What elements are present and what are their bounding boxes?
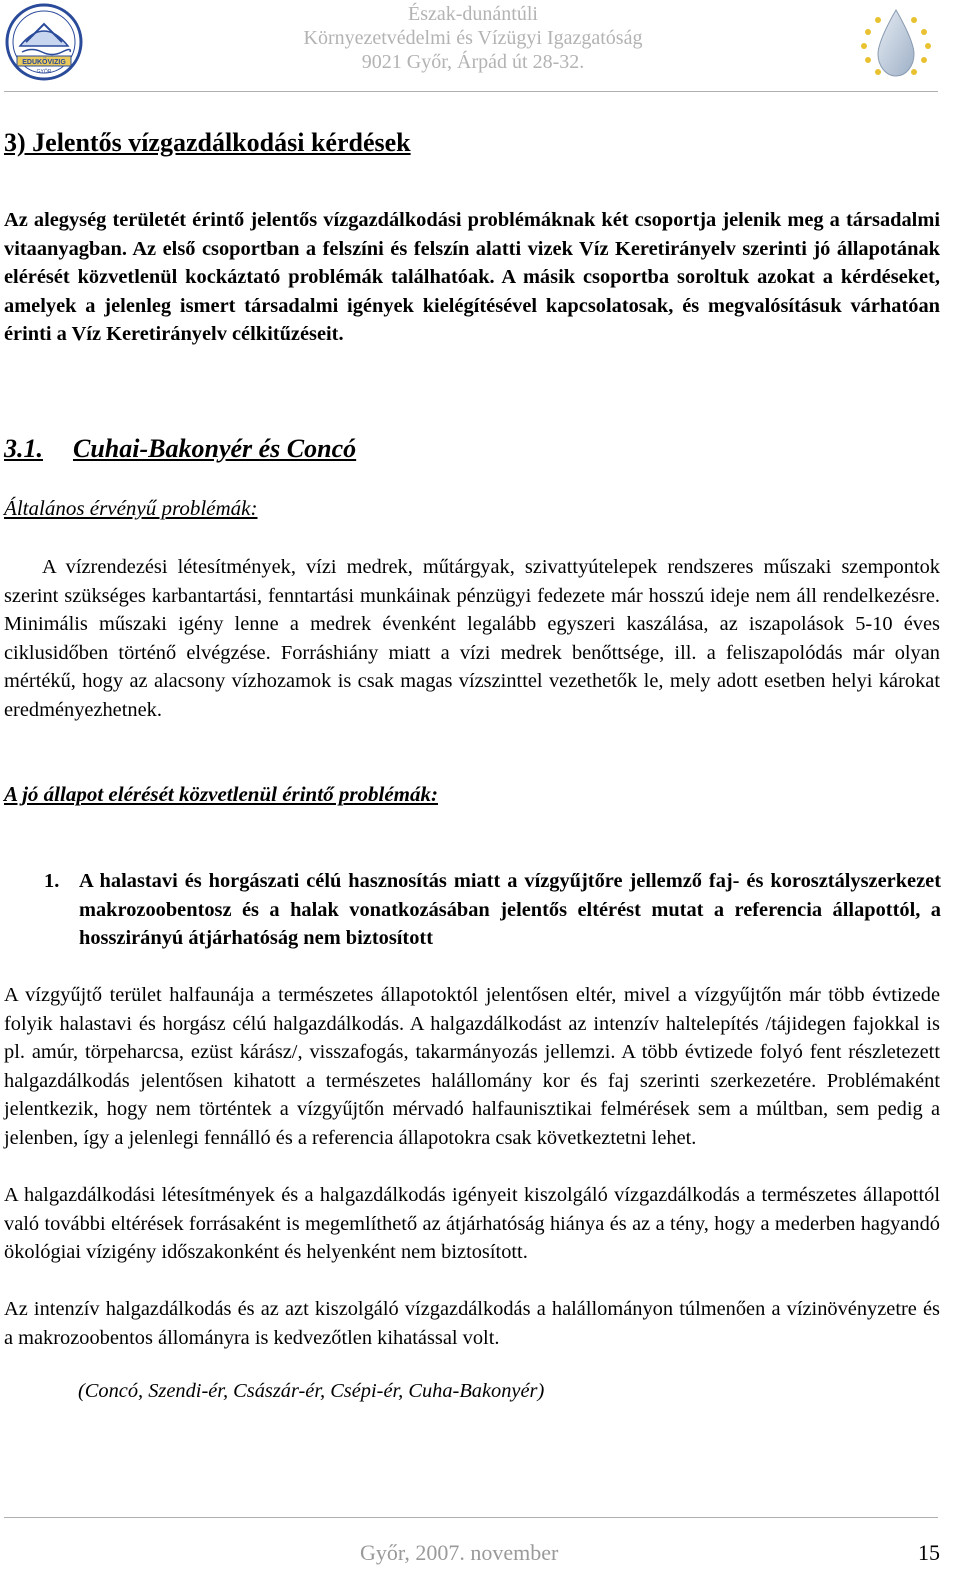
header-line-1: Észak-dunántúli: [408, 3, 538, 25]
list-item-number: 1.: [44, 870, 60, 892]
logo-subtext: GYŐR: [36, 69, 52, 75]
edukovizig-logo: [4, 2, 84, 82]
water-bodies-list: (Concó, Szendi-ér, Császár-ér, Csépi-ér, Cuha-Bakonyér): [78, 1380, 545, 1402]
logo-text: EDUKÖVIZIG: [22, 59, 66, 66]
page-header: [0, 0, 960, 95]
header-line-3: 9021 Győr, Árpád út 28-32.: [361, 51, 585, 73]
section-title: 3) Jelentős vízgazdálkodási kérdések: [4, 128, 411, 157]
water-drop-eu-stars-logo: [852, 6, 938, 82]
footer-place-date: Győr, 2007. november: [360, 1540, 559, 1565]
subsection-title: Cuhai-Bakonyér és Concó: [73, 434, 357, 463]
direct-problems-heading: A jó állapot elérését közvetlenül érintő problémák:: [4, 782, 438, 806]
header-address: [200, 2, 746, 74]
subsection-heading: [4, 434, 356, 464]
general-problems-paragraph: A vízrendezési létesítmények, vízi medrek, műtárgyak, szivattyútelepek rendszeres műszaki szempontok szerint szükséges karbantartási, fenntartási munkáinak pénzügyi fedezete már hosszú ideje nem áll rendelkezésre. Minimális műszaki igény lenne a medrek évenként legalább egyszeri kaszálása, az iszapolások 5-10 éves ciklusidőben történő elvégzése. Forráshiány miatt a vízi medrek benőttsége, ill. a feliszapolódás már olyan mértékű, hogy az alacsony vízhozamok is csak magas vízszinttel vezethetők le, mely adott esetben helyi károkat eredményezhetnek.: [4, 556, 940, 721]
general-problems-heading: Általános érvényű problémák:: [4, 496, 258, 520]
header-line-2: Környezetvédelmi és Vízügyi Igazgatóság: [303, 27, 643, 49]
page-number: 15: [918, 1540, 940, 1565]
list-item-text: A halastavi és horgászati célú hasznosítás miatt a vízgyűjtőre jellemző faj- és korosztályszerkezet makrozoobentosz és a halak vonatkozásában jelentős eltérést mutat a referencia állapottól, a hosszirányú átjárhatóság nem biztosított: [79, 870, 941, 950]
footer-divider: [4, 1517, 938, 1518]
header-divider: [4, 91, 938, 92]
body-paragraph: Az intenzív halgazdálkodás és az azt kiszolgáló vízgazdálkodás a halállományon túlmenően a vízinövényzetre és a makrozoobentos állományra is kedvezőtlen kihatással volt.: [4, 1298, 940, 1349]
subsection-number: 3.1.: [4, 434, 43, 463]
intro-paragraph: Az alegység területét érintő jelentős vízgazdálkodási problémáknak két csoportja jelenik meg a társadalmi vitaanyagban. Az első csoportban a felszíni és felszín alatti vizek Víz Keretirányelv szerinti jó állapotának elérését közvetlenül kockáztató problémák találhatóak. A másik csoportba soroltuk azokat a kérdéseket, amelyek a jelenleg ismert társadalmi igények kielégítésével kapcsolatosak, és megvalósításuk várhatóan érinti a Víz Keretirányelv célkitűzéseit.: [4, 209, 940, 346]
body-paragraph: A vízgyűjtő terület halfaunája a természetes állapotoktól jelentősen eltér, mivel a vízgyűjtőn már több évtizede folyik halastavi és horgász célú halgazdálkodás. A halgazdálkodást az intenzív haltelepítés /tájidegen fajokkal is pl. amúr, törpeharcsa, ezüst kárász/, visszafogás, takarmányozás jellemzi. A több évtizede folyó fent részletezett halgazdálkodás jelentősen kihatott a természetes halállomány kor és faj szerinti szerkezetére. Problémaként jelentkezik, hogy nem történtek a vízgyűjtőn mérvadó halfaunisztikai felmérések sem a múltban, sem pedig a jelenben, így a jelenlegi fennálló és a referencia állapotokra csak következtetni lehet.: [4, 984, 940, 1149]
body-paragraph: A halgazdálkodási létesítmények és a halgazdálkodás igényeit kiszolgáló vízgazdálkodás a természetes állapottól való további eltérések forrásaként is megemlíthető az átjárhatóság hiánya és az a tény, hogy a mederben hagyandó ökológiai vízigény időszakonként és helyenként nem biztosított.: [4, 1184, 940, 1264]
